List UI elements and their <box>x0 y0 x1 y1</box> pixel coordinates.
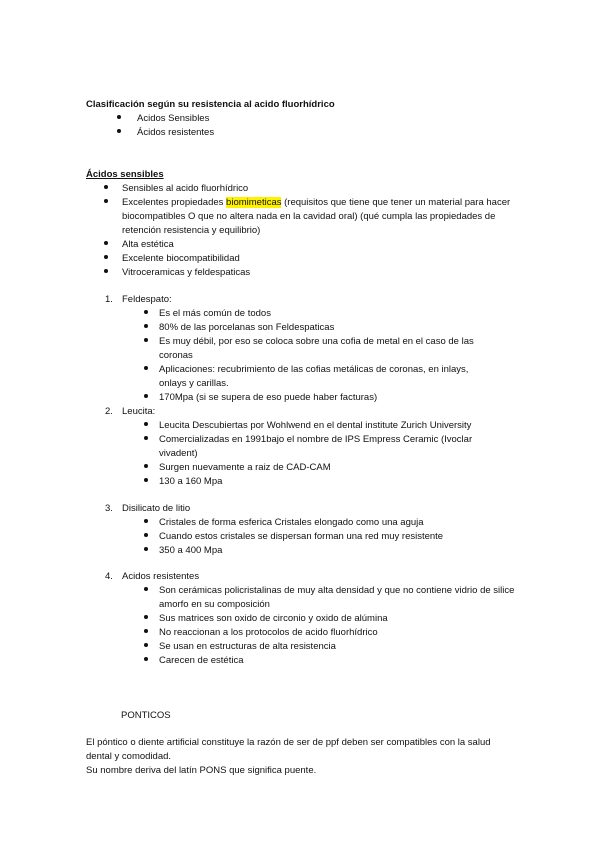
bullet-dot <box>144 547 148 551</box>
sensibles-item-2-after: (requisitos que tiene que tener un material para hacer biocompatibles O que no altera nada en la cavidad oral) (qué cumpla las propiedades de retención resistencia y equilibrio) <box>122 197 511 236</box>
sensibles-item-2 <box>122 196 522 238</box>
list-item: No reaccionan a los protocolos de acido fluorhídrico <box>159 627 378 638</box>
bullet-dot <box>144 615 148 619</box>
bullet-dot <box>144 310 148 314</box>
bullet-dot <box>104 255 108 259</box>
bullet-dot <box>144 436 148 440</box>
section-title-leucita: Leucita: <box>122 406 156 417</box>
list-item: Sus matrices son oxido de circonio y oxido de alúmina <box>159 613 388 624</box>
section-title-acidos-resistentes: Acidos resistentes <box>122 571 200 582</box>
list-item: Aplicaciones: recubrimiento de las cofias metálicas de coronas, en inlays, onlays y carillas. <box>159 364 469 389</box>
classification-title: Clasificación según su resistencia al acido fluorhídrico <box>86 99 335 110</box>
list-item: Carecen de estética <box>159 655 244 666</box>
sensibles-item-5: Vitroceramicas y feldespaticas <box>122 267 251 278</box>
list-item: Comercializadas en 1991bajo el nombre de IPS Empress Ceramic (Ivoclar vivadent) <box>159 434 473 459</box>
acidos-sensibles-heading: Ácidos sensibles <box>86 169 164 180</box>
list-item: Leucita Descubiertas por Wohlwend en el dental institute Zurich University <box>159 420 472 431</box>
section-title-disilicato: Disilicato de litio <box>122 503 191 514</box>
list-number: 3. <box>105 503 113 514</box>
list-item: Cristales de forma esferica Cristales elongado como una aguja <box>159 517 424 528</box>
list-item: Cuando estos cristales se dispersan forman una red muy resistente <box>159 531 444 542</box>
classification-item-1: Acidos Sensibles <box>137 113 210 124</box>
bullet-dot <box>144 394 148 398</box>
bullet-dot <box>117 129 121 133</box>
bullet-dot <box>144 519 148 523</box>
bullet-dot <box>144 643 148 647</box>
bullet-dot <box>117 115 121 119</box>
bullet-dot <box>144 464 148 468</box>
bullet-dot <box>104 241 108 245</box>
bullet-dot <box>144 324 148 328</box>
bullet-dot <box>144 338 148 342</box>
ponticos-heading: PONTICOS <box>121 710 171 721</box>
list-item: 350 a 400 Mpa <box>159 545 223 556</box>
list-item: 170Mpa (si se supera de eso puede haber facturas) <box>159 392 378 403</box>
sensibles-item-2-before: Excelentes propiedades <box>122 197 227 208</box>
bullet-dot <box>104 199 108 203</box>
bullet-dot <box>104 269 108 273</box>
classification-item-2: Ácidos resistentes <box>137 127 215 138</box>
bullet-dot <box>104 185 108 189</box>
sensibles-item-4: Excelente biocompatibilidad <box>122 253 240 264</box>
list-item: 80% de las porcelanas son Feldespaticas <box>159 322 335 333</box>
list-item: Son cerámicas policristalinas de muy alta densidad y que no contiene vidrio de silice amorfo en su composición <box>159 585 515 610</box>
highlighted-term: biomimeticas <box>226 197 282 208</box>
list-item: Es el más común de todos <box>159 308 271 319</box>
section-title-feldespato: Feldespato: <box>122 294 172 305</box>
list-item: Surgen nuevamente a raiz de CAD-CAM <box>159 462 331 473</box>
list-number: 2. <box>105 406 113 417</box>
list-item: Es muy débil, por eso se coloca sobre una cofia de metal en el caso de las coronas <box>159 336 474 361</box>
sensibles-item-3: Alta estética <box>122 239 174 250</box>
sensibles-item-1: Sensibles al acido fluorhídrico <box>122 183 249 194</box>
bullet-dot <box>144 629 148 633</box>
list-item: 130 a 160 Mpa <box>159 476 223 487</box>
bullet-dot <box>144 587 148 591</box>
bullet-dot <box>144 366 148 370</box>
bullet-dot <box>144 533 148 537</box>
list-number: 1. <box>105 294 113 305</box>
list-item: Se usan en estructuras de alta resistencia <box>159 641 336 652</box>
bullet-dot <box>144 422 148 426</box>
ponticos-paragraph-2: Su nombre deriva del latín PONS que significa puente. <box>86 765 317 776</box>
bullet-dot <box>144 657 148 661</box>
bullet-dot <box>144 478 148 482</box>
list-number: 4. <box>105 571 113 582</box>
ponticos-paragraph-1: El póntico o diente artificial constituye la razón de ser de ppf deben ser compatibles con la salud dental y comodidad. <box>86 737 491 762</box>
